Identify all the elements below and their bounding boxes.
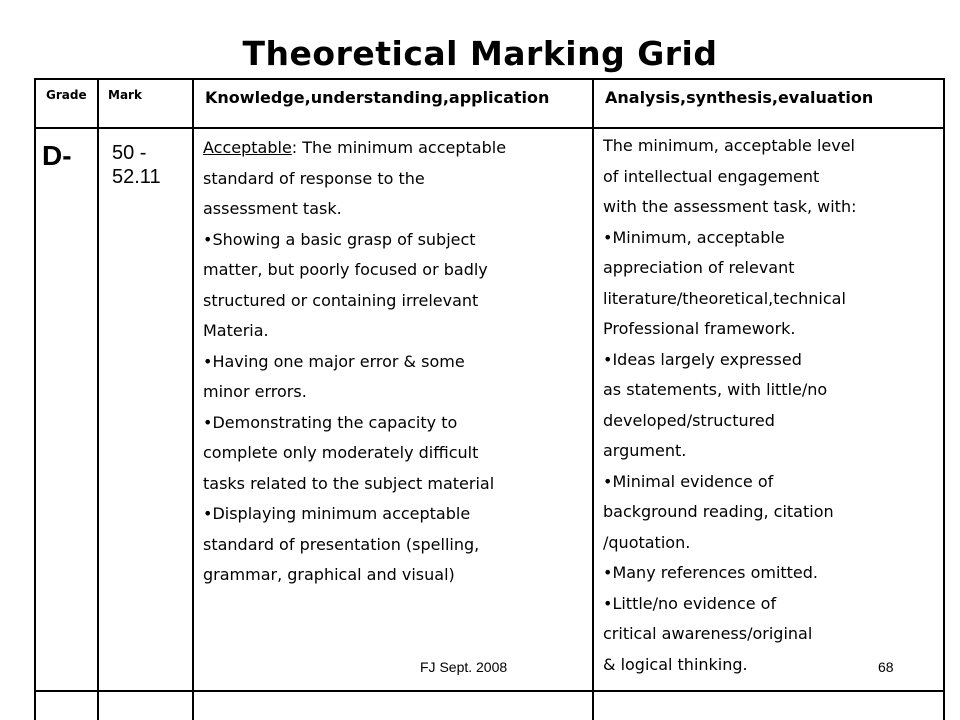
knowledge-description [203, 133, 506, 591]
column-divider-mark-knowledge [192, 78, 194, 720]
table-border-right [943, 78, 945, 720]
header-row-divider [35, 127, 945, 129]
grade-value: D- [42, 140, 72, 171]
header-analysis: Analysis,synthesis,evaluation [605, 88, 874, 107]
analysis-line: with the assessment task, with: [603, 197, 857, 216]
knowledge-lead-rest: : The minimum acceptable [291, 138, 507, 157]
knowledge-line: •Displaying minimum acceptable [203, 504, 471, 523]
knowledge-line: complete only moderately difficult [203, 443, 479, 462]
knowledge-line: assessment task. [203, 199, 342, 218]
knowledge-line: structured or containing irrelevant [203, 290, 479, 310]
analysis-description [603, 131, 856, 680]
analysis-line: /quotation. [603, 532, 691, 552]
analysis-line: critical awareness/original [603, 624, 813, 643]
page-number: 68 [878, 659, 894, 675]
knowledge-line: •Having one major error & some [203, 351, 465, 371]
acceptable-label: Acceptable [203, 138, 292, 157]
analysis-line: as statements, with little/no [603, 380, 828, 399]
analysis-line: •Minimal evidence of [603, 471, 774, 491]
analysis-line: background reading, citation [603, 502, 834, 521]
analysis-line: Professional framework. [603, 319, 796, 338]
analysis-line: •Little/no evidence of [603, 593, 777, 613]
header-grade: Grade [46, 88, 87, 102]
table-border-top [35, 78, 945, 80]
column-divider-knowledge-analysis [592, 78, 594, 720]
analysis-line: of intellectual engagement [603, 166, 820, 186]
knowledge-line: tasks related to the subject material [203, 473, 495, 493]
knowledge-line: •Demonstrating the capacity to [203, 412, 458, 432]
analysis-line: appreciation of relevant [603, 258, 795, 277]
row-divider [35, 690, 945, 692]
header-mark: Mark [108, 88, 142, 102]
analysis-line: developed/structured [603, 410, 775, 430]
analysis-line: literature/theoretical,technical [603, 288, 846, 308]
knowledge-lead-line [203, 133, 506, 164]
analysis-line: The minimum, acceptable level [603, 136, 855, 155]
analysis-line: •Many references omitted. [603, 563, 819, 582]
knowledge-line: grammar, graphical and visual) [203, 565, 455, 584]
knowledge-line: matter, but poorly focused or badly [203, 260, 488, 279]
analysis-line: •Minimum, acceptable [603, 227, 785, 247]
analysis-line: •Ideas largely expressed [603, 349, 802, 369]
mark-range: 50 - 52.11 [112, 142, 161, 188]
analysis-line: argument. [603, 441, 687, 460]
column-divider-grade-mark [97, 78, 99, 720]
knowledge-line: Materia. [203, 321, 269, 340]
analysis-line: & logical thinking. [603, 654, 748, 674]
knowledge-line: minor errors. [203, 382, 307, 401]
knowledge-line: standard of presentation (spelling, [203, 534, 480, 554]
table-border-left [34, 78, 36, 720]
page-title: Theoretical Marking Grid [242, 34, 718, 73]
knowledge-line: standard of response to the [203, 168, 425, 188]
footer-author-date: FJ Sept. 2008 [420, 659, 508, 675]
header-knowledge: Knowledge,understanding,application [205, 88, 550, 107]
knowledge-line: •Showing a basic grasp of subject [203, 229, 476, 249]
